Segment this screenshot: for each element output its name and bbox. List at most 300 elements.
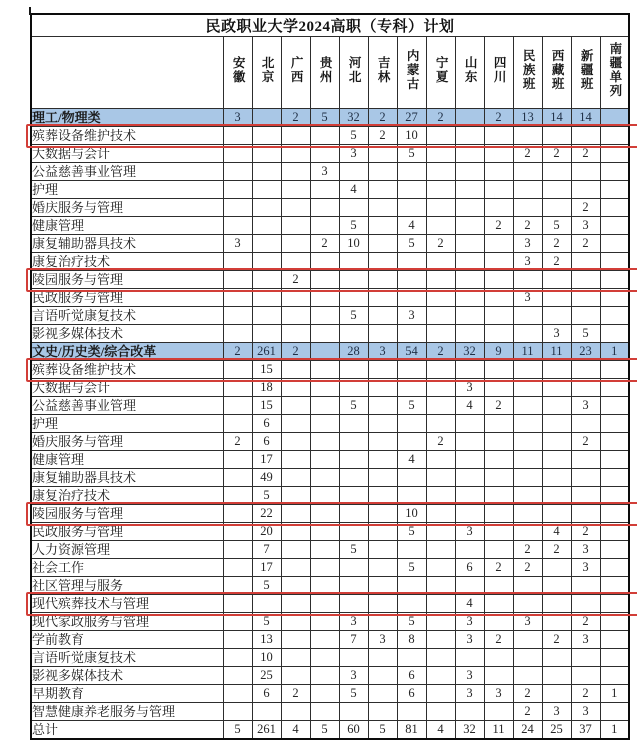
table-body bbox=[31, 109, 629, 740]
value-cell: 3 bbox=[397, 307, 426, 325]
value-cell bbox=[281, 325, 310, 343]
value-cell: 2 bbox=[426, 235, 455, 253]
value-cell bbox=[571, 289, 600, 307]
value-cell: 11 bbox=[484, 721, 513, 740]
value-cell bbox=[600, 181, 629, 199]
value-cell bbox=[600, 271, 629, 289]
value-cell bbox=[223, 289, 252, 307]
value-cell: 3 bbox=[513, 613, 542, 631]
value-cell bbox=[281, 541, 310, 559]
column-header-label: 北京 bbox=[260, 56, 275, 84]
program-label: 社会工作 bbox=[31, 559, 223, 577]
value-cell bbox=[368, 217, 397, 235]
value-cell: 3 bbox=[542, 325, 571, 343]
value-cell bbox=[368, 307, 397, 325]
value-cell: 32 bbox=[339, 109, 368, 127]
program-row bbox=[31, 469, 629, 487]
value-cell bbox=[455, 415, 484, 433]
value-cell bbox=[397, 325, 426, 343]
value-cell bbox=[600, 433, 629, 451]
value-cell bbox=[223, 649, 252, 667]
value-cell bbox=[426, 217, 455, 235]
value-cell: 6 bbox=[252, 415, 281, 433]
value-cell bbox=[513, 469, 542, 487]
total-row bbox=[31, 721, 629, 740]
value-cell bbox=[600, 667, 629, 685]
program-label: 民政服务与管理 bbox=[31, 289, 223, 307]
value-cell: 4 bbox=[426, 721, 455, 740]
value-cell bbox=[310, 415, 339, 433]
value-cell bbox=[426, 181, 455, 199]
value-cell bbox=[310, 523, 339, 541]
value-cell bbox=[281, 361, 310, 379]
value-cell bbox=[426, 199, 455, 217]
value-cell bbox=[542, 595, 571, 613]
value-cell bbox=[281, 469, 310, 487]
value-cell: 261 bbox=[252, 721, 281, 740]
value-cell bbox=[223, 325, 252, 343]
program-label: 智慧健康养老服务与管理 bbox=[31, 703, 223, 721]
value-cell bbox=[484, 667, 513, 685]
value-cell bbox=[310, 487, 339, 505]
column-header bbox=[339, 37, 368, 109]
program-row bbox=[31, 433, 629, 451]
value-cell bbox=[339, 469, 368, 487]
value-cell bbox=[368, 667, 397, 685]
value-cell bbox=[310, 253, 339, 271]
enrollment-plan-table bbox=[30, 13, 630, 740]
value-cell: 3 bbox=[455, 613, 484, 631]
value-cell bbox=[281, 523, 310, 541]
value-cell: 14 bbox=[571, 109, 600, 127]
table-title: 民政职业大学2024高职（专科）计划 bbox=[31, 14, 629, 37]
value-cell bbox=[223, 181, 252, 199]
title-row bbox=[31, 14, 629, 37]
value-cell bbox=[223, 487, 252, 505]
value-cell: 6 bbox=[397, 685, 426, 703]
value-cell: 2 bbox=[542, 541, 571, 559]
value-cell bbox=[426, 253, 455, 271]
value-cell bbox=[281, 559, 310, 577]
value-cell bbox=[223, 145, 252, 163]
program-row bbox=[31, 127, 629, 145]
value-cell bbox=[310, 433, 339, 451]
value-cell bbox=[252, 163, 281, 181]
value-cell bbox=[368, 271, 397, 289]
value-cell: 15 bbox=[252, 361, 281, 379]
value-cell bbox=[281, 163, 310, 181]
value-cell bbox=[252, 217, 281, 235]
column-header bbox=[513, 37, 542, 109]
value-cell: 2 bbox=[513, 703, 542, 721]
value-cell: 5 bbox=[310, 721, 339, 740]
program-label: 影视多媒体技术 bbox=[31, 325, 223, 343]
value-cell bbox=[513, 595, 542, 613]
value-cell bbox=[571, 253, 600, 271]
program-row bbox=[31, 685, 629, 703]
value-cell bbox=[310, 325, 339, 343]
program-row bbox=[31, 649, 629, 667]
value-cell bbox=[281, 181, 310, 199]
value-cell bbox=[571, 667, 600, 685]
value-cell bbox=[223, 613, 252, 631]
value-cell: 3 bbox=[455, 631, 484, 649]
value-cell bbox=[455, 451, 484, 469]
value-cell bbox=[368, 415, 397, 433]
value-cell bbox=[455, 469, 484, 487]
value-cell bbox=[223, 361, 252, 379]
value-cell bbox=[455, 289, 484, 307]
value-cell: 3 bbox=[455, 523, 484, 541]
value-cell bbox=[310, 469, 339, 487]
column-header-label: 广西 bbox=[289, 56, 304, 84]
value-cell bbox=[281, 613, 310, 631]
value-cell bbox=[542, 685, 571, 703]
value-cell: 5 bbox=[397, 397, 426, 415]
value-cell bbox=[426, 523, 455, 541]
program-row bbox=[31, 613, 629, 631]
value-cell bbox=[600, 109, 629, 127]
value-cell bbox=[310, 595, 339, 613]
value-cell bbox=[339, 595, 368, 613]
value-cell: 5 bbox=[397, 235, 426, 253]
value-cell bbox=[600, 199, 629, 217]
value-cell bbox=[368, 235, 397, 253]
column-header bbox=[484, 37, 513, 109]
value-cell bbox=[542, 289, 571, 307]
value-cell bbox=[455, 253, 484, 271]
value-cell: 3 bbox=[339, 613, 368, 631]
value-cell bbox=[223, 469, 252, 487]
value-cell bbox=[600, 361, 629, 379]
value-cell bbox=[426, 577, 455, 595]
value-cell: 2 bbox=[571, 145, 600, 163]
value-cell bbox=[455, 433, 484, 451]
value-cell: 2 bbox=[426, 433, 455, 451]
value-cell bbox=[542, 127, 571, 145]
value-cell bbox=[484, 541, 513, 559]
value-cell bbox=[600, 379, 629, 397]
program-row bbox=[31, 163, 629, 181]
value-cell bbox=[571, 181, 600, 199]
value-cell bbox=[223, 685, 252, 703]
value-cell bbox=[426, 505, 455, 523]
value-cell: 15 bbox=[252, 397, 281, 415]
value-cell bbox=[513, 487, 542, 505]
value-cell: 5 bbox=[252, 613, 281, 631]
value-cell: 4 bbox=[542, 523, 571, 541]
value-cell bbox=[310, 145, 339, 163]
value-cell bbox=[281, 307, 310, 325]
value-cell: 5 bbox=[542, 217, 571, 235]
value-cell bbox=[426, 451, 455, 469]
value-cell bbox=[426, 397, 455, 415]
value-cell bbox=[339, 487, 368, 505]
value-cell: 11 bbox=[513, 343, 542, 361]
program-label: 康复治疗技术 bbox=[31, 253, 223, 271]
program-row bbox=[31, 559, 629, 577]
value-cell bbox=[368, 253, 397, 271]
value-cell: 5 bbox=[397, 523, 426, 541]
value-cell bbox=[542, 469, 571, 487]
value-cell bbox=[571, 577, 600, 595]
value-cell: 2 bbox=[310, 235, 339, 253]
value-cell bbox=[542, 613, 571, 631]
value-cell bbox=[281, 451, 310, 469]
value-cell bbox=[223, 595, 252, 613]
program-row bbox=[31, 253, 629, 271]
value-cell bbox=[223, 127, 252, 145]
value-cell: 25 bbox=[252, 667, 281, 685]
value-cell bbox=[426, 163, 455, 181]
program-label: 影视多媒体技术 bbox=[31, 667, 223, 685]
value-cell bbox=[223, 541, 252, 559]
value-cell bbox=[542, 487, 571, 505]
value-cell: 2 bbox=[571, 199, 600, 217]
value-cell bbox=[571, 487, 600, 505]
value-cell: 2 bbox=[571, 433, 600, 451]
value-cell bbox=[513, 361, 542, 379]
value-cell: 4 bbox=[455, 397, 484, 415]
value-cell: 7 bbox=[339, 631, 368, 649]
value-cell bbox=[368, 469, 397, 487]
value-cell bbox=[281, 703, 310, 721]
program-row bbox=[31, 217, 629, 235]
value-cell bbox=[542, 577, 571, 595]
value-cell bbox=[484, 451, 513, 469]
value-cell bbox=[426, 667, 455, 685]
value-cell bbox=[339, 523, 368, 541]
value-cell bbox=[484, 325, 513, 343]
value-cell: 7 bbox=[252, 541, 281, 559]
value-cell: 3 bbox=[339, 667, 368, 685]
program-row bbox=[31, 361, 629, 379]
value-cell bbox=[513, 577, 542, 595]
value-cell bbox=[455, 325, 484, 343]
value-cell bbox=[368, 199, 397, 217]
value-cell bbox=[223, 523, 252, 541]
value-cell bbox=[513, 433, 542, 451]
value-cell: 1 bbox=[600, 721, 629, 740]
value-cell bbox=[310, 289, 339, 307]
value-cell: 2 bbox=[571, 685, 600, 703]
value-cell: 5 bbox=[368, 721, 397, 740]
value-cell bbox=[223, 217, 252, 235]
value-cell bbox=[484, 505, 513, 523]
value-cell: 2 bbox=[281, 271, 310, 289]
value-cell bbox=[397, 199, 426, 217]
program-label: 护理 bbox=[31, 181, 223, 199]
value-cell: 2 bbox=[571, 523, 600, 541]
value-cell bbox=[513, 127, 542, 145]
value-cell bbox=[310, 649, 339, 667]
value-cell: 3 bbox=[368, 343, 397, 361]
value-cell bbox=[542, 163, 571, 181]
program-label: 殡葬设备维护技术 bbox=[31, 361, 223, 379]
value-cell bbox=[426, 685, 455, 703]
value-cell: 2 bbox=[484, 217, 513, 235]
value-cell: 2 bbox=[484, 631, 513, 649]
value-cell bbox=[339, 253, 368, 271]
value-cell: 10 bbox=[252, 649, 281, 667]
value-cell bbox=[368, 289, 397, 307]
value-cell bbox=[397, 577, 426, 595]
column-header-label: 新疆班 bbox=[579, 49, 594, 91]
value-cell bbox=[339, 361, 368, 379]
value-cell bbox=[281, 145, 310, 163]
value-cell bbox=[571, 163, 600, 181]
value-cell bbox=[397, 703, 426, 721]
column-header-label: 西藏班 bbox=[550, 49, 565, 91]
value-cell bbox=[455, 127, 484, 145]
value-cell bbox=[600, 217, 629, 235]
column-header-label: 宁夏 bbox=[434, 56, 449, 84]
program-row bbox=[31, 307, 629, 325]
value-cell bbox=[484, 523, 513, 541]
value-cell bbox=[542, 199, 571, 217]
value-cell bbox=[397, 379, 426, 397]
value-cell bbox=[281, 235, 310, 253]
value-cell: 2 bbox=[513, 145, 542, 163]
column-header-label: 南疆单列 bbox=[607, 42, 622, 98]
value-cell: 3 bbox=[339, 145, 368, 163]
value-cell bbox=[397, 271, 426, 289]
value-cell: 5 bbox=[339, 127, 368, 145]
value-cell: 5 bbox=[339, 685, 368, 703]
program-label: 大数据与会计 bbox=[31, 379, 223, 397]
value-cell bbox=[252, 325, 281, 343]
value-cell bbox=[484, 415, 513, 433]
value-cell bbox=[310, 199, 339, 217]
value-cell bbox=[368, 577, 397, 595]
section-label: 文史/历史类/综合改革 bbox=[31, 343, 223, 361]
program-label: 大数据与会计 bbox=[31, 145, 223, 163]
value-cell bbox=[368, 703, 397, 721]
value-cell bbox=[600, 559, 629, 577]
value-cell bbox=[484, 469, 513, 487]
value-cell bbox=[513, 397, 542, 415]
value-cell: 27 bbox=[397, 109, 426, 127]
value-cell: 2 bbox=[542, 235, 571, 253]
value-cell bbox=[484, 577, 513, 595]
program-row bbox=[31, 577, 629, 595]
value-cell bbox=[281, 433, 310, 451]
value-cell bbox=[542, 649, 571, 667]
value-cell bbox=[455, 217, 484, 235]
value-cell bbox=[368, 487, 397, 505]
column-header bbox=[426, 37, 455, 109]
value-cell: 6 bbox=[397, 667, 426, 685]
value-cell: 5 bbox=[397, 559, 426, 577]
value-cell: 4 bbox=[455, 595, 484, 613]
value-cell: 5 bbox=[339, 541, 368, 559]
value-cell bbox=[339, 199, 368, 217]
value-cell: 18 bbox=[252, 379, 281, 397]
value-cell bbox=[571, 469, 600, 487]
value-cell bbox=[484, 649, 513, 667]
value-cell bbox=[310, 703, 339, 721]
value-cell bbox=[310, 505, 339, 523]
value-cell bbox=[339, 451, 368, 469]
value-cell bbox=[397, 433, 426, 451]
value-cell bbox=[455, 109, 484, 127]
value-cell bbox=[600, 649, 629, 667]
value-cell bbox=[310, 361, 339, 379]
value-cell bbox=[223, 379, 252, 397]
value-cell bbox=[571, 271, 600, 289]
program-row bbox=[31, 199, 629, 217]
value-cell bbox=[397, 649, 426, 667]
value-cell bbox=[455, 235, 484, 253]
value-cell bbox=[571, 307, 600, 325]
value-cell bbox=[368, 595, 397, 613]
value-cell bbox=[455, 145, 484, 163]
value-cell: 5 bbox=[310, 109, 339, 127]
program-row bbox=[31, 397, 629, 415]
value-cell: 14 bbox=[542, 109, 571, 127]
value-cell: 2 bbox=[426, 343, 455, 361]
value-cell: 60 bbox=[339, 721, 368, 740]
value-cell bbox=[571, 451, 600, 469]
column-header bbox=[223, 37, 252, 109]
value-cell: 5 bbox=[339, 397, 368, 415]
value-cell: 10 bbox=[397, 505, 426, 523]
value-cell bbox=[339, 379, 368, 397]
value-cell: 3 bbox=[455, 685, 484, 703]
value-cell bbox=[455, 505, 484, 523]
value-cell bbox=[455, 163, 484, 181]
value-cell bbox=[339, 415, 368, 433]
program-row bbox=[31, 235, 629, 253]
value-cell bbox=[397, 289, 426, 307]
value-cell bbox=[310, 271, 339, 289]
value-cell: 54 bbox=[397, 343, 426, 361]
program-label: 健康管理 bbox=[31, 217, 223, 235]
value-cell bbox=[513, 649, 542, 667]
column-header-label: 民族班 bbox=[521, 49, 536, 91]
value-cell bbox=[513, 523, 542, 541]
column-header bbox=[542, 37, 571, 109]
column-header bbox=[368, 37, 397, 109]
value-cell: 10 bbox=[339, 235, 368, 253]
value-cell bbox=[455, 307, 484, 325]
value-cell: 5 bbox=[339, 307, 368, 325]
value-cell bbox=[455, 181, 484, 199]
value-cell bbox=[600, 397, 629, 415]
value-cell: 2 bbox=[484, 397, 513, 415]
value-cell: 2 bbox=[513, 559, 542, 577]
column-header-label: 吉林 bbox=[376, 56, 391, 84]
value-cell bbox=[310, 451, 339, 469]
section-header-row bbox=[31, 343, 629, 361]
value-cell bbox=[339, 289, 368, 307]
value-cell bbox=[281, 217, 310, 235]
value-cell bbox=[455, 361, 484, 379]
value-cell: 32 bbox=[455, 343, 484, 361]
value-cell bbox=[397, 163, 426, 181]
value-cell bbox=[513, 379, 542, 397]
value-cell: 1 bbox=[600, 343, 629, 361]
value-cell: 6 bbox=[455, 559, 484, 577]
value-cell bbox=[252, 271, 281, 289]
value-cell bbox=[600, 235, 629, 253]
program-row bbox=[31, 289, 629, 307]
value-cell bbox=[542, 505, 571, 523]
value-cell: 4 bbox=[339, 181, 368, 199]
value-cell bbox=[368, 559, 397, 577]
value-cell bbox=[600, 577, 629, 595]
value-cell bbox=[455, 577, 484, 595]
